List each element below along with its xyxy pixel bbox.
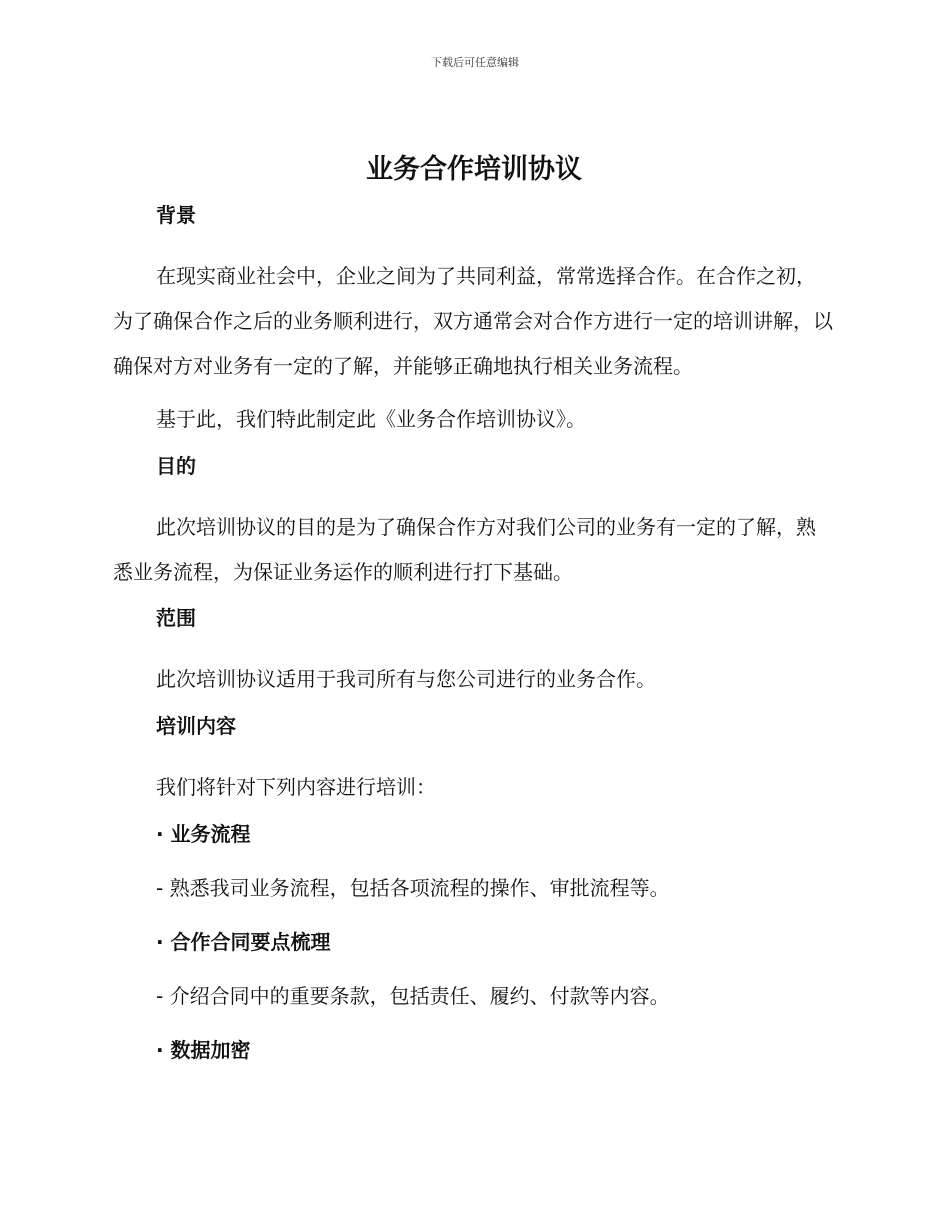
section-heading-background: 背景 <box>156 203 196 227</box>
content-item-title: · 数据加密 <box>156 1038 251 1062</box>
page-header-note: 下载后可任意编辑 <box>431 56 519 69</box>
document-body <box>113 150 835 1089</box>
content-item-title: · 合作合同要点梳理 <box>156 930 331 954</box>
section-heading-purpose: 目的 <box>156 454 196 478</box>
content-item-title: · 业务流程 <box>156 822 251 846</box>
section-heading-scope: 范围 <box>156 606 196 630</box>
purpose-paragraph: 此次培训协议的目的是为了确保合作方对我们公司的业务有一定的了解，熟悉业务流程，为保证业务运作的顺利进行打下基础。 <box>113 515 816 584</box>
background-paragraph-2: 基于此，我们特此制定此《业务合作培训协议》。 <box>156 407 586 431</box>
document-title: 业务合作培训协议 <box>366 154 582 185</box>
content-item-detail: - 熟悉我司业务流程，包括各项流程的操作、审批流程等。 <box>156 876 670 900</box>
content-intro: 我们将针对下列内容进行培训： <box>156 775 436 799</box>
content-item-detail: - 介绍合同中的重要条款，包括责任、履约、付款等内容。 <box>156 984 670 1008</box>
section-heading-content: 培训内容 <box>156 714 236 738</box>
scope-paragraph: 此次培训协议适用于我司所有与您公司进行的业务合作。 <box>156 667 656 691</box>
background-paragraph-1: 在现实商业社会中，企业之间为了共同利益，常常选择合作。在合作之初，为了确保合作之后的业务顺利进行，双方通常会对合作方进行一定的培训讲解，以确保对方对业务有一定的了解，并能够正确地执行相关业务流程。 <box>113 264 833 378</box>
